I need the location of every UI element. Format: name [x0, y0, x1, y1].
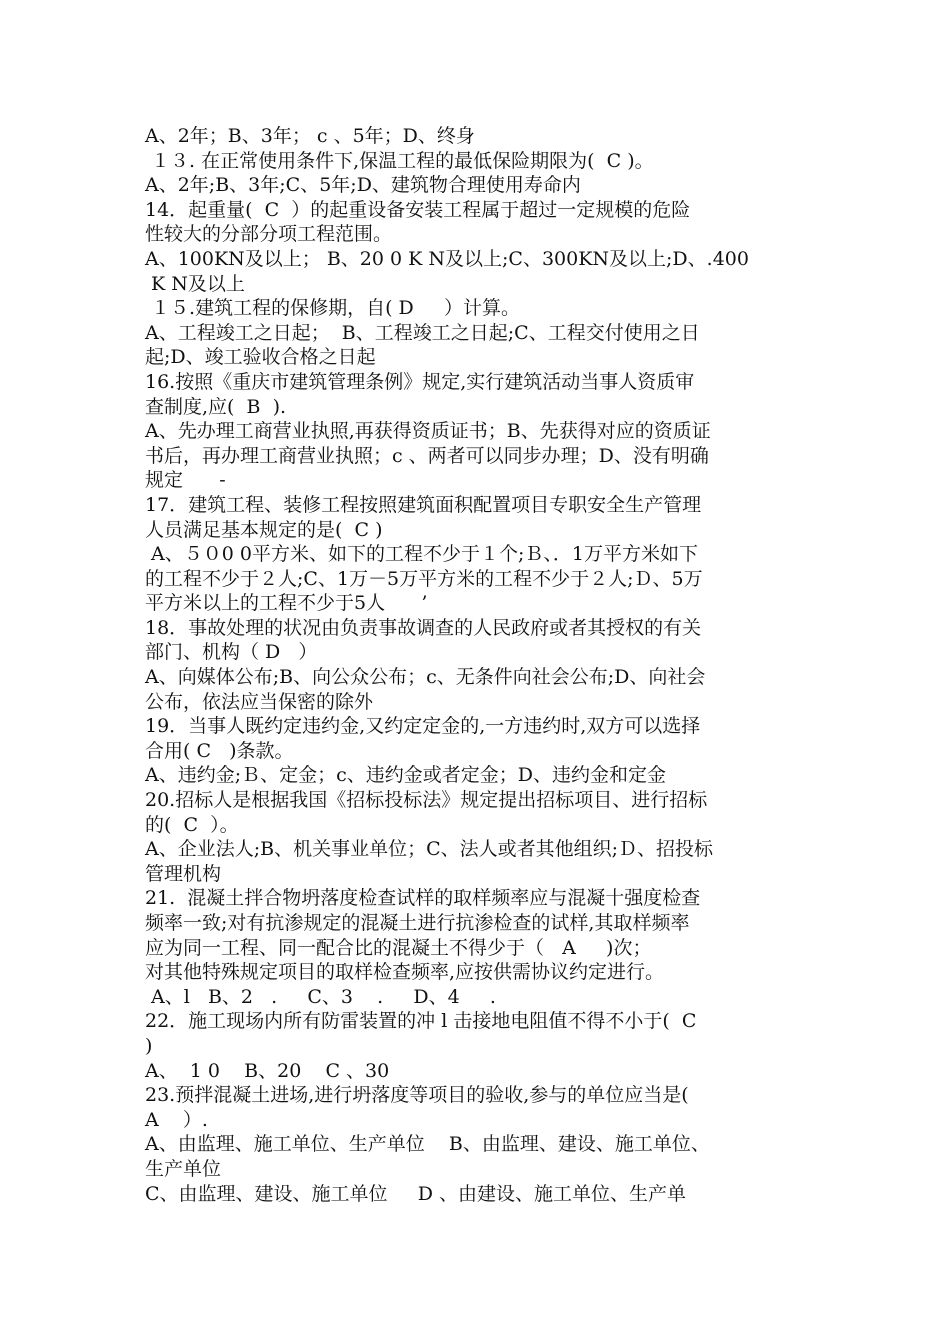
text-line: 书后，再办理工商营业执照；c 、两者可以同步办理；D、没有明确 — [145, 444, 709, 467]
text-line: 平方米以上的工程不少于5人 ’ — [145, 592, 428, 615]
text-line: 起;D、竣工验收合格之日起 — [145, 346, 376, 369]
text-line: A、违约金;Ｂ、定金；c、违约金或者定金；D、违约金和定金 — [145, 764, 666, 787]
text-line: A、l B、2 . C、3 . D、4 . — [145, 985, 496, 1008]
text-line: 的工程不少于２人;C、1万－5万平方米的工程不少于２人;Ｄ、5万 — [145, 567, 703, 590]
text-line: 人员满足基本规定的是( C ) — [145, 518, 383, 541]
text-line: 14．起重量( C ）的起重设备安装工程属于超过一定规模的危险 — [145, 198, 691, 221]
text-line: K N及以上 — [145, 272, 245, 295]
text-line: 生产单位 — [145, 1157, 222, 1180]
text-line: A ）. — [145, 1108, 208, 1131]
text-line: A、100KN及以上； B、20 0 K N及以上;C、300KN及以上;D、.400 — [145, 247, 749, 270]
text-line: 23.预拌混凝土进场,进行坍落度等项目的验收,参与的单位应当是( — [145, 1084, 689, 1107]
text-line: A、 1 0 B、20 C 、30 — [145, 1059, 390, 1082]
text-line: 管理机构 — [145, 862, 222, 885]
text-line: １５.建筑工程的保修期，自( D ）计算。 — [145, 297, 520, 320]
text-line: 19．当事人既约定违约金,又约定定金的,一方违约时,双方可以选择 — [145, 715, 701, 738]
text-line: 应为同一工程、同一配合比的混凝土不得少于（ A )次； — [145, 936, 652, 959]
text-line: A、2年；B、3年； c 、5年；D、终身 — [145, 125, 475, 147]
text-line: 22．施工现场内所有防雷装置的冲 l 击接地电阻值不得不小于( C — [145, 1010, 697, 1033]
text-line: 性较大的分部分项工程范围。 — [145, 223, 393, 246]
text-line: A、2年;B、3年;C、5年;D、建筑物合理使用寿命内 — [145, 174, 581, 197]
text-line: 17．建筑工程、装修工程按照建筑面积配置项目专职安全生产管理 — [145, 493, 702, 516]
text-line: 对其他特殊规定项目的取样检查频率,应按供需协议约定进行。 — [145, 961, 665, 984]
text-line: 部门、机构（ D ） — [145, 641, 318, 664]
text-line: A、向媒体公布;B、向公众公布；c、无条件向社会公布;D、向社会 — [145, 666, 706, 689]
text-line: A、由监理、施工单位、生产单位 B、由监理、建设、施工单位、 — [145, 1133, 710, 1156]
text-line: A、企业法人;B、机关事业单位；C、法人或者其他组织;Ｄ、招投标 — [145, 838, 714, 861]
text-line: 公布，依法应当保密的除外 — [145, 690, 374, 713]
text-line: 的( C ）。 — [145, 813, 239, 836]
text-line: 查制度,应( B ). — [145, 395, 287, 418]
text-line: 频率一致;对有抗渗规定的混凝土进行抗渗检查的试样,其取样频率 — [145, 912, 690, 934]
text-line: ) — [145, 1034, 153, 1057]
text-line: A、５０0 0平方米、如下的工程不少于１个;Ｂ、．1万平方米如下 — [145, 543, 698, 566]
text-line: 规定 - — [145, 469, 226, 492]
text-line: 合用( C )条款。 — [145, 739, 294, 762]
text-line: A、先办理工商营业执照,再获得资质证书；B、先获得对应的资质证 — [145, 420, 711, 443]
text-line: 18．事故处理的状况由负责事故调查的人民政府或者其授权的有关 — [145, 616, 702, 639]
text-line: C、由监理、建设、施工单位 D 、由建设、施工单位、生产单 — [145, 1182, 687, 1205]
text-line: 16.按照《重庆市建筑管理条例》规定,实行建筑活动当事人资质审 — [145, 370, 695, 393]
document-body — [145, 124, 815, 1206]
text-line: 21. 混凝土拌合物坍落度检查试样的取样频率应与混凝十强度检查 — [145, 887, 701, 910]
text-line: 20.招标人是根据我国《招标投标法》规定提出招标项目、进行招标 — [145, 789, 708, 812]
text-line: A、工程竣工之日起； B、工程竣工之日起;C、工程交付使用之日 — [145, 321, 700, 344]
text-line: １３. 在正常使用条件下,保温工程的最低保险期限为( C )。 — [145, 149, 654, 172]
